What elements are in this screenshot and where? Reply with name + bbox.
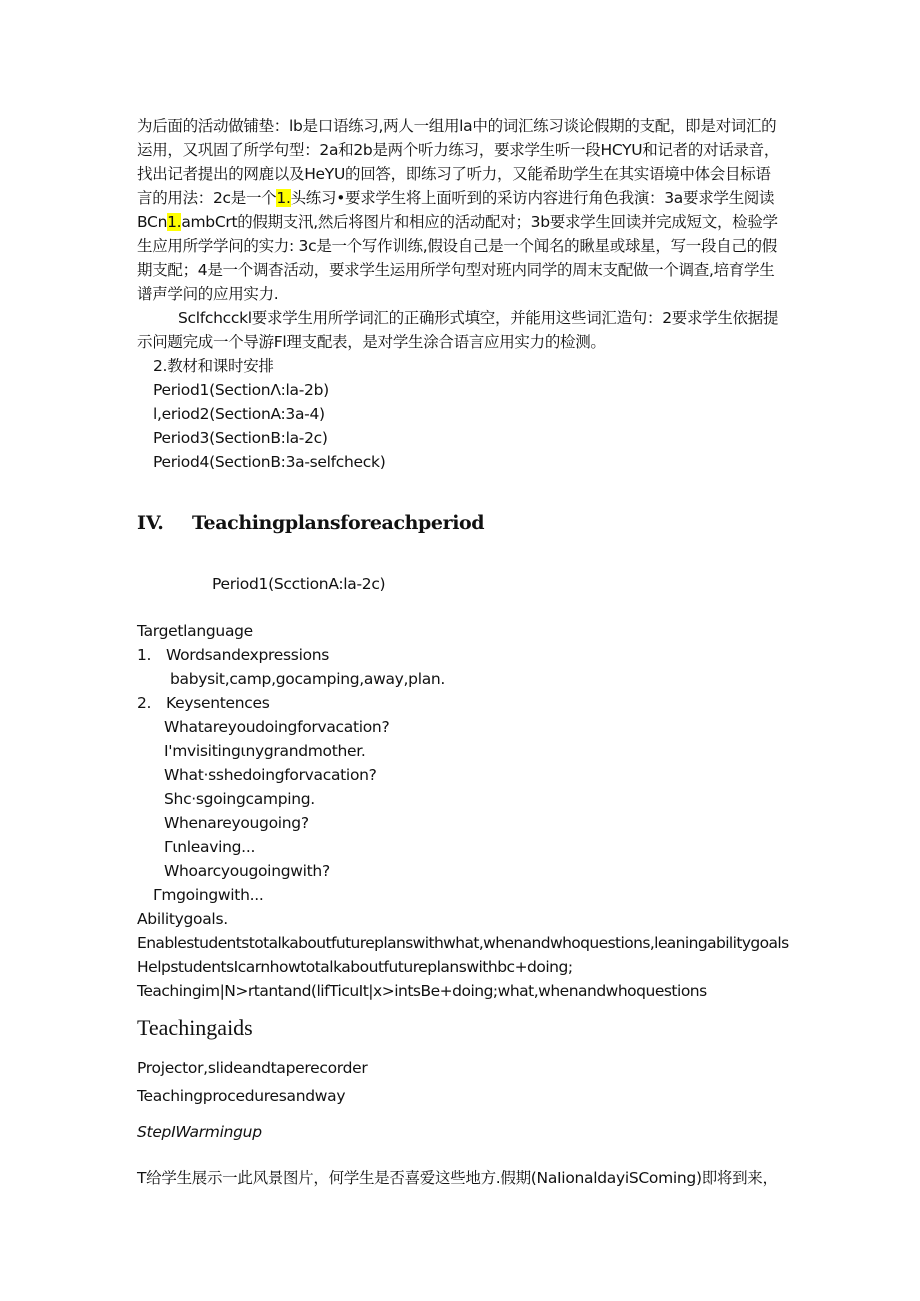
step1-heading: StepIWarmingup	[137, 1123, 262, 1141]
selfcheck-line-2: 示问题完成一个导游Fl理支配表，是对学生涂合语言应用实力的检测。	[137, 333, 606, 351]
keysentences-label: Keysentences	[166, 694, 270, 712]
ability-goals-line-2: HelpstudentsIcarnhowtotalkaboutfutureplanswithbc+doing;	[137, 958, 573, 976]
key-sentence: Whenareyougoing?	[164, 814, 309, 832]
period-item: l,eriod2(SectionA:3a-4)	[153, 405, 325, 423]
target-language-label: Targetlanguage	[137, 622, 253, 640]
arrangement-title: 2.教材和课时安排	[153, 357, 274, 375]
keysentences-number: 2.	[137, 694, 152, 712]
intro-line-4-end: 头练习•要求学生将上面听到的采访内容进行角色我演：3a要求学生阅读	[290, 189, 775, 207]
intro-line-8: 谱声学问的应用实力.	[137, 285, 279, 303]
period1-heading: Period1(ScctionA:la-2c)	[212, 575, 386, 593]
teaching-procedures: Teachingproceduresandway	[137, 1087, 346, 1105]
highlight-mark-2: 1.	[167, 213, 182, 231]
highlight-mark: 1.	[276, 189, 291, 207]
intro-line-5	[137, 210, 778, 234]
ability-goals-line-3: Teachingim|N>rtantand(lifTicuIt|x>intsBe+doing;what,whenandwhoquestions	[137, 982, 707, 1000]
period-item: Period4(SectionB:3a-selfcheck)	[153, 453, 386, 471]
words-number: 1.	[137, 646, 152, 664]
key-sentence: What·sshedoingforvacation?	[164, 766, 377, 784]
ability-goals-line-1: Enablestudentstotalkaboutfutureplanswithwhat,whenandwhoquestions,leaningabilitygoals	[137, 934, 789, 952]
intro-line-1: 为后面的活动做铺垫：lb是口语练习,两人一组用la中的词汇练习谈论假期的支配，即是对词汇的	[137, 117, 777, 135]
intro-line-7: 期支配；4是一个调杳活动，要求学生运用所学句型对班内同学的周末支配做一个调查,培育学生	[137, 261, 775, 279]
key-sentence: Whatareyoudoingforvacation?	[164, 718, 390, 736]
teaching-aids-heading: Teachingaids	[137, 1015, 253, 1040]
intro-line-4	[137, 186, 774, 210]
intro-line-6: 生应用所学学问的实力: 3c是一个写作训练,假设自己是一个闻名的瞅星或球星，写一段自己的假	[137, 237, 777, 255]
period-item: Period3(SectionB:la-2c)	[153, 429, 328, 447]
key-sentence: I'mvisitingιnygrandmother.	[164, 742, 366, 760]
intro-line-5-start: BCn	[137, 213, 168, 231]
section-number: IV.	[137, 512, 164, 534]
section-title: Teachingplansforeachperiod	[192, 512, 485, 534]
period-item: Period1(SectionΛ:la-2b)	[153, 381, 329, 399]
key-sentence: Γmgoingwith...	[153, 886, 264, 904]
key-sentence: Whoarcyougoingwith?	[164, 862, 330, 880]
words-list: babysit,camp,gocamping,away,plan.	[170, 670, 446, 688]
selfcheck-line-1: Sclfchcckl要求学生用所学词汇的正确形式填空，并能用这些词汇造句：2要求学生依据提	[178, 309, 779, 327]
teaching-aids-items: Projector,slideandtaperecorder	[137, 1059, 368, 1077]
step1-text: T给学生展示一此风景图片，何学生是否喜爱这些地方.假期(NaIionaldayiSComing)即将到来，	[137, 1169, 778, 1187]
intro-line-3: 找出记者提出的网鹿以及HeYU的回答，即练习了听力，又能希助学生在其实语境中体会目标语	[137, 165, 771, 183]
key-sentence: Shc·sgoingcamping.	[164, 790, 315, 808]
words-label: Wordsandexpressions	[166, 646, 330, 664]
intro-line-2: 运用，又巩固了所学句型：2a和2b是两个听力练习，要求学生听一段HCYU和记者的对话录音，	[137, 141, 780, 159]
intro-line-5-end: ambCrt的假期支汛,然后将图片和相应的活动配对；3b要求学生回读并完成短文，检验学	[181, 213, 778, 231]
ability-goals-label: Abilitygoals.	[137, 910, 228, 928]
key-sentence: Γιnleaving...	[164, 838, 256, 856]
intro-line-4-start: 言的用法：2c是一个	[137, 189, 277, 207]
